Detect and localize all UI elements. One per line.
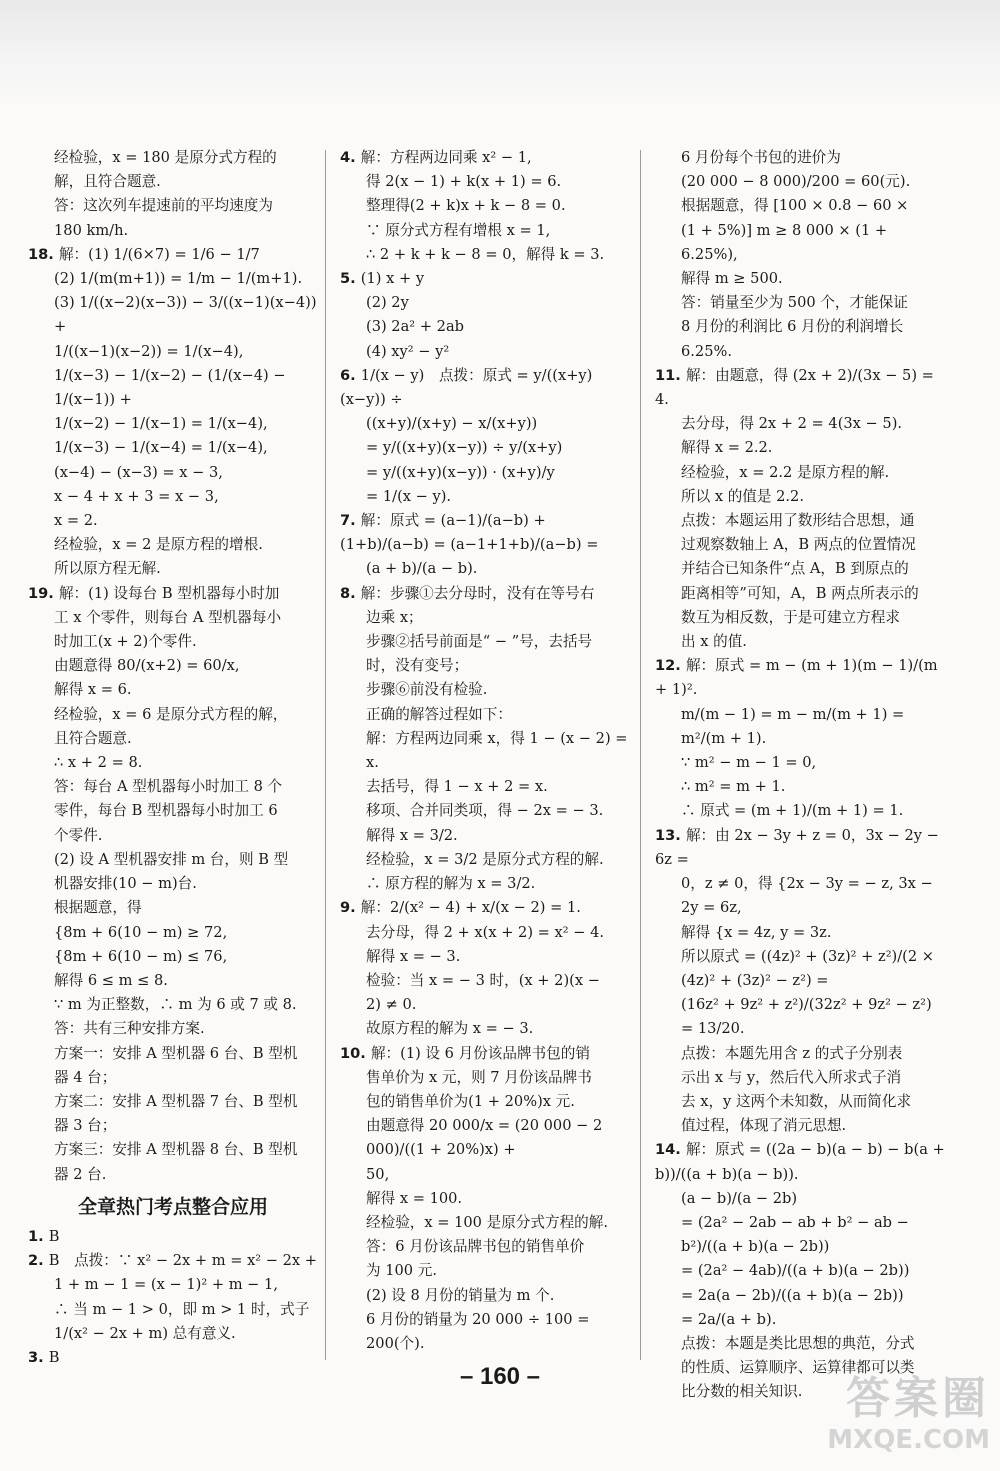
line-text: 示出 x 与 y，然后代入所求式子消 <box>681 1068 902 1086</box>
line-text: 整理得(2 + k)x + k − 8 = 0. <box>366 197 566 215</box>
answer-line <box>28 461 318 485</box>
answer-line <box>340 1332 628 1356</box>
question-number: 4. <box>340 149 361 166</box>
line-text: 时加工(x + 2)个零件. <box>54 633 197 651</box>
line-text: 解：由 2x − 3y + z = 0，3x − 2y − 6z = <box>655 826 944 868</box>
line-text: (3) 1/((x−2)(x−3)) − 3/((x−1)(x−4)) + <box>54 294 322 336</box>
answer-line <box>340 703 628 727</box>
answer-line <box>340 340 628 364</box>
answer-line <box>28 969 318 993</box>
answer-line <box>655 1259 945 1283</box>
answer-line <box>28 1042 318 1066</box>
line-text: {8m + 6(10 − m) ≤ 76, <box>54 947 228 965</box>
answer-line <box>655 291 945 315</box>
answer-line <box>28 412 318 436</box>
answer-line <box>340 170 628 194</box>
line-text: = 2a(a − 2b)/((a + b)(a − 2b)) <box>681 1286 904 1304</box>
answer-line <box>655 509 945 533</box>
line-text: 故原方程的解为 x = − 3. <box>366 1020 534 1038</box>
answer-line <box>655 606 945 630</box>
line-text: 解：2/(x² − 4) + x/(x − 2) = 1. <box>360 899 581 917</box>
answer-line <box>655 461 945 485</box>
line-text: ∴ 原方程的解为 x = 3/2. <box>366 875 536 893</box>
line-text: (3) 2a² + 2ab <box>366 318 464 336</box>
answer-line <box>655 921 945 945</box>
line-text: = y/((x+y)(x−y)) · (x+y)/y <box>366 463 555 481</box>
line-text: 出 x 的值. <box>681 633 747 651</box>
question-line <box>28 1225 318 1249</box>
question-number: 14. <box>655 1141 686 1159</box>
answer-line <box>340 1066 628 1090</box>
line-text: 解，且符合题意. <box>54 173 161 191</box>
answer-line <box>655 582 945 606</box>
line-text: 经检验，x = 180 是原分式方程的 <box>54 149 277 166</box>
answer-line <box>28 485 318 509</box>
answer-line <box>340 1235 628 1259</box>
answer-line <box>28 1273 318 1297</box>
line-text: 所以 x 的值是 2.2. <box>681 487 804 505</box>
line-text: 答：6 月份该品牌书包的销售单价 <box>366 1238 585 1256</box>
line-text: 器 4 台； <box>54 1068 117 1086</box>
line-text: 1 + m − 1 = (x − 1)² + m − 1, <box>54 1276 278 1294</box>
line-text: 点拨：本题运用了数形结合思想，通 <box>681 512 915 530</box>
answer-line <box>655 872 945 920</box>
answer-line <box>28 630 318 654</box>
line-text: B <box>48 1348 60 1366</box>
line-text: 解得 {x = 4z, y = 3z. <box>681 923 832 941</box>
answer-line <box>340 1017 628 1041</box>
answer-line <box>340 1187 628 1211</box>
question-line <box>340 364 628 412</box>
watermark <box>775 1373 990 1463</box>
line-text: 经检验，x = 2.2 是原方程的解. <box>681 463 890 481</box>
line-text: ∴ 2 + k + k − 8 = 0，解得 k = 3. <box>366 245 605 263</box>
line-text: 点拨：本题是类比思想的典范，分式 <box>681 1334 915 1352</box>
line-text: 去 x，y 这两个未知数，从而简化求 <box>681 1092 912 1110</box>
answer-line <box>28 1114 318 1138</box>
answer-line <box>340 678 628 702</box>
line-text: 由题意得 80/(x+2) = 60/x, <box>54 657 240 675</box>
question-number: 12. <box>655 657 686 675</box>
line-text: 检验：当 x = − 3 时，(x + 2)(x − <box>366 971 600 989</box>
line-text: 器 2 台. <box>54 1165 107 1183</box>
line-text: m/(m − 1) = m − m/(m + 1) = m²/(m + 1). <box>681 705 909 747</box>
answer-column-middle <box>340 146 633 1356</box>
line-text: B 点拨：∵ x² − 2x + m = x² − 2x + <box>48 1252 318 1270</box>
line-text: 解：方程两边同乘 x² − 1, <box>360 149 532 166</box>
answer-line <box>655 243 945 267</box>
answer-line <box>655 751 945 775</box>
answer-line <box>655 1211 945 1259</box>
line-text: (2) 1/(m(m+1)) = 1/m − 1/(m+1). <box>54 270 303 288</box>
line-text: (20 000 − 8 000)/200 = 60(元). <box>681 173 911 191</box>
line-text: (1) x + y <box>360 270 425 288</box>
answer-line <box>655 799 945 823</box>
answer-line <box>28 872 318 896</box>
line-text: = (2a² − 2ab − ab + b² − ab − b²)/((a + b)(a − 2b)) <box>681 1213 914 1256</box>
answer-line <box>340 194 628 218</box>
line-text: 数互为相反数，于是可建立方程求 <box>681 608 900 626</box>
question-number: 2. <box>28 1252 49 1270</box>
line-text: 器 3 台； <box>54 1117 117 1135</box>
line-text: ∵ 原分式方程有增根 x = 1, <box>366 221 551 239</box>
line-text: (a − b)/(a − 2b) <box>681 1189 798 1207</box>
answer-line <box>28 194 318 218</box>
line-text: 解：由题意，得 (2x + 2)/(3x − 5) = 4. <box>655 366 939 409</box>
line-text: B <box>48 1227 60 1245</box>
answer-line <box>28 267 318 291</box>
answer-line <box>340 848 628 872</box>
answer-line <box>28 775 318 799</box>
line-text: 边乘 x； <box>366 608 423 626</box>
question-line <box>340 146 628 170</box>
answer-line <box>655 630 945 654</box>
line-text: 解：原式 = ((2a − b)(a − b) − b(a + b))/((a + b)(a − b)). <box>655 1141 950 1183</box>
answer-line <box>655 315 945 339</box>
answer-line <box>655 436 945 460</box>
answer-line <box>28 340 318 364</box>
answer-line <box>655 485 945 509</box>
line-text: ∴ m² = m + 1. <box>681 778 786 796</box>
line-text: = 2a/(a + b). <box>681 1310 777 1328</box>
line-text: 全章热门考点整合应用 <box>77 1195 268 1218</box>
answer-line <box>655 945 945 993</box>
question-line <box>655 824 945 872</box>
page-number: – 160 – <box>459 1363 541 1390</box>
answer-line <box>28 1138 318 1162</box>
line-text: 解：原式 = m − (m + 1)(m − 1)/(m + 1)². <box>655 657 943 699</box>
line-text: (2) 2y <box>366 294 409 312</box>
answer-line <box>28 606 318 630</box>
line-text: 解得 6 ≤ m ≤ 8. <box>54 971 168 989</box>
answer-line <box>28 993 318 1017</box>
answer-line <box>655 993 945 1041</box>
answer-line <box>340 1284 628 1308</box>
section-heading <box>28 1187 318 1225</box>
line-text: 的性质、运算顺序、运算律都可以类 <box>681 1359 915 1377</box>
answer-line <box>655 1114 945 1138</box>
line-text: 所以原方程无解. <box>54 560 161 578</box>
watermark-url: MXQE.COM <box>827 1425 990 1455</box>
line-text: 解得 x = 3/2. <box>366 826 458 844</box>
answer-line <box>28 1066 318 1090</box>
answer-line <box>28 1298 318 1322</box>
answer-line <box>28 557 318 581</box>
line-text: = (2a² − 4ab)/((a + b)(a − 2b)) <box>681 1262 910 1280</box>
question-line <box>28 1249 318 1273</box>
line-text: 0，z ≠ 0，得 {2x − 3y = − z, 3x − 2y = 6z, <box>681 875 938 917</box>
line-text: 6 月份每个书包的进价为 <box>681 149 841 166</box>
answer-line <box>28 654 318 678</box>
line-text: 由题意得 20 000/x = (20 000 − 2 000)/((1 + 20%)x) + <box>366 1117 607 1159</box>
answer-line <box>340 606 628 630</box>
answer-line <box>28 824 318 848</box>
line-text: ∵ m² − m − 1 = 0, <box>681 754 817 772</box>
line-text: 1/(x−3) − 1/(x−4) = 1/(x−4), <box>54 439 268 457</box>
line-text: 且符合题意. <box>54 729 132 747</box>
answer-line <box>655 1187 945 1211</box>
answer-line <box>655 146 945 170</box>
line-text: ∴ x + 2 = 8. <box>54 754 143 772</box>
line-text: 解：(1) 设 6 月份该品牌书包的销 <box>370 1044 590 1062</box>
line-text: 解：原式 = (a−1)/(a−b) + (1+b)/(a−b) = (a−1+1+b)/(a−b) = <box>340 512 599 554</box>
answer-line <box>340 1090 628 1114</box>
line-text: 解得 x = 100. <box>366 1189 463 1207</box>
answer-line <box>28 848 318 872</box>
line-text: 1/(x − y) 点拨：原式 = y/((x+y)(x−y)) ÷ <box>340 366 593 409</box>
question-number: 19. <box>28 584 59 602</box>
answer-line <box>340 291 628 315</box>
line-text: 方案二：安排 A 型机器 7 台、B 型机 <box>54 1092 298 1110</box>
answer-line <box>28 799 318 823</box>
answer-line <box>340 219 628 243</box>
line-text: 经检验，x = 2 是原方程的增根. <box>54 536 263 554</box>
answer-line <box>655 219 945 243</box>
line-text: 方案三：安排 A 型机器 8 台、B 型机 <box>54 1141 298 1159</box>
line-text: = y/((x+y)(x−y)) ÷ y/(x+y) <box>366 439 563 457</box>
line-text: 为 100 元. <box>366 1262 437 1280</box>
line-text: 1/(x² − 2x + m) 总有意义. <box>54 1324 236 1342</box>
question-line <box>28 243 318 267</box>
line-text: 经检验，x = 100 是原分式方程的解. <box>366 1213 608 1231</box>
answer-line <box>28 533 318 557</box>
line-text: 解得 m ≥ 500. <box>681 270 783 288</box>
answer-line <box>340 485 628 509</box>
answer-line <box>28 146 318 170</box>
line-text: 1/(x−2) − 1/(x−1) = 1/(x−4), <box>54 415 268 433</box>
answer-line <box>655 1332 945 1356</box>
line-text: (16z² + 9z² + z²)/(32z² + 9z² − z²) = 13/20. <box>681 996 937 1038</box>
question-number: 7. <box>340 512 361 530</box>
line-text: 1/((x−1)(x−2)) = 1/(x−4), <box>54 342 244 360</box>
answer-line <box>340 630 628 654</box>
answer-line <box>655 1284 945 1308</box>
line-text: {8m + 6(10 − m) ≥ 72, <box>54 923 228 941</box>
answer-column-left <box>28 146 322 1370</box>
page-header-shade <box>0 0 1000 110</box>
answer-line <box>655 1308 945 1332</box>
answer-line <box>340 799 628 823</box>
answer-line <box>655 267 945 291</box>
answer-line <box>28 751 318 775</box>
line-text: (1 + 5%)] m ≥ 8 000 × (1 + <box>681 221 888 239</box>
line-text: 解得 x = 2.2. <box>681 439 773 457</box>
line-text: 个零件. <box>54 826 103 844</box>
line-text: 解：方程两边同乘 x，得 1 − (x − 2) = x. <box>366 729 633 772</box>
answer-line <box>28 945 318 969</box>
answer-line <box>340 1211 628 1235</box>
question-number: 9. <box>340 899 361 917</box>
answer-line <box>655 1090 945 1114</box>
line-text: 距离相等”可知，A，B 两点所表示的 <box>681 584 919 602</box>
line-text: 包的销售单价为(1 + 20%)x 元. <box>366 1092 575 1110</box>
line-text: ∴ 当 m − 1 > 0，即 m > 1 时，式子 <box>54 1300 310 1318</box>
line-text: 正确的解答过程如下： <box>366 705 512 723</box>
question-number: 11. <box>655 366 686 384</box>
answer-line <box>655 194 945 218</box>
line-text: 根据题意，得 [100 × 0.8 − 60 × <box>681 197 909 215</box>
answer-line <box>340 1259 628 1283</box>
line-text: 1/(x−3) − 1/(x−2) − (1/(x−4) − 1/(x−1)) + <box>54 366 291 409</box>
answer-line <box>28 1163 318 1187</box>
line-text: 答：每台 A 型机器每小时加工 8 个 <box>54 778 283 796</box>
answer-line <box>340 412 628 436</box>
line-text: 去分母，得 2 + x(x + 2) = x² − 4. <box>366 923 605 941</box>
answer-line <box>28 1090 318 1114</box>
answer-line <box>28 896 318 920</box>
line-text: 步骤⑥前没有检验. <box>366 681 488 699</box>
answer-line <box>28 727 318 751</box>
line-text: ∵ m 为正整数，∴ m 为 6 或 7 或 8. <box>54 996 297 1014</box>
line-text: 比分数的相关知识. <box>681 1383 803 1401</box>
answer-line <box>340 1114 628 1162</box>
answer-line <box>655 412 945 436</box>
answer-line <box>340 1308 628 1332</box>
answer-line <box>28 921 318 945</box>
line-text: 6.25%. <box>681 342 732 360</box>
line-text: 值过程，体现了消元思想. <box>681 1117 847 1135</box>
line-text: 售单价为 x 元，则 7 月份该品牌书 <box>366 1068 592 1086</box>
answer-line <box>340 775 628 799</box>
answer-line <box>340 945 628 969</box>
answer-line <box>655 703 945 751</box>
answer-column-right <box>655 146 950 1405</box>
answer-line <box>655 557 945 581</box>
answer-line <box>340 727 633 775</box>
line-text: (2) 设 8 月份的销量为 m 个. <box>366 1286 555 1304</box>
line-text: = 1/(x − y). <box>366 487 452 505</box>
question-number: 13. <box>655 826 686 844</box>
line-text: 时，没有变号； <box>366 657 469 675</box>
line-text: 并结合已知条件“点 A，B 到原点的 <box>681 560 909 578</box>
line-text: (4) xy² − y² <box>366 342 450 360</box>
line-text: (2) 设 A 型机器安排 m 台，则 B 型 <box>54 850 289 868</box>
answer-line <box>655 340 945 364</box>
question-line <box>340 582 628 606</box>
line-text: 8 月份的利润比 6 月份的利润增长 <box>681 318 904 336</box>
column-divider <box>640 150 641 1360</box>
line-text: 零件，每台 B 型机器每小时加工 6 <box>54 802 278 820</box>
line-text: ∴ 原式 = (m + 1)/(m + 1) = 1. <box>681 802 904 820</box>
line-text: 6.25%), <box>681 245 738 263</box>
answer-line <box>340 969 628 993</box>
question-line <box>340 267 628 291</box>
line-text: 50, <box>366 1165 390 1183</box>
line-text: 经检验，x = 6 是原分式方程的解， <box>54 705 288 723</box>
answer-line <box>28 219 318 243</box>
line-text: 方案一：安排 A 型机器 6 台、B 型机 <box>54 1044 298 1062</box>
line-text: (a + b)/(a − b). <box>366 560 478 578</box>
question-line <box>340 1042 628 1066</box>
line-text: 得 2(x − 1) + k(x + 1) = 6. <box>366 173 562 191</box>
answer-line <box>655 170 945 194</box>
answer-line <box>340 243 628 267</box>
question-line <box>655 364 945 412</box>
question-number: 8. <box>340 584 361 602</box>
question-line <box>655 1138 950 1186</box>
line-text: 去括号，得 1 − x + 2 = x. <box>366 778 548 796</box>
line-text: 根据题意，得 <box>54 899 142 917</box>
line-text: 解：(1) 设每台 B 型机器每小时加 <box>58 584 280 602</box>
answer-line <box>28 1017 318 1041</box>
line-text: 机器安排(10 − m)台. <box>54 875 197 893</box>
question-number: 1. <box>28 1227 49 1245</box>
line-text: 步骤②括号前面是“ − ”号，去括号 <box>366 633 593 651</box>
line-text: 经检验，x = 3/2 是原分式方程的解. <box>366 850 604 868</box>
line-text: 所以原式 = ((4z)² + (3z)² + z²)/(2 × (4z)² + (3z)² − z²) = <box>681 947 939 989</box>
line-text: 解得 x = 6. <box>54 681 132 699</box>
answer-line <box>28 703 318 727</box>
line-text: 答：销量至少为 500 个，才能保证 <box>681 294 908 312</box>
line-text: x = 2. <box>54 512 98 530</box>
line-text: 解：(1) 1/(6×7) = 1/6 − 1/7 <box>58 245 260 263</box>
watermark-logo: 答案圈 <box>846 1373 990 1424</box>
answer-line <box>655 1066 945 1090</box>
answer-line <box>655 1042 945 1066</box>
line-text: (x−4) − (x−3) = x − 3, <box>54 463 223 481</box>
question-number: 18. <box>28 245 59 263</box>
line-text: 解得 x = − 3. <box>366 947 461 965</box>
answer-line <box>340 824 628 848</box>
line-text: 200(个). <box>366 1334 425 1352</box>
answer-line <box>28 678 318 702</box>
question-line <box>340 896 628 920</box>
column-divider <box>325 150 326 1360</box>
answer-line <box>340 436 628 460</box>
question-line <box>28 582 318 606</box>
answer-line <box>340 993 628 1017</box>
line-text: 答：这次列车提速前的平均速度为 <box>54 197 273 215</box>
answer-line <box>28 364 318 412</box>
answer-line <box>340 461 628 485</box>
question-number: 5. <box>340 270 361 288</box>
line-text: 180 km/h. <box>54 221 129 239</box>
answer-line <box>340 654 628 678</box>
line-text: 答：共有三种安排方案. <box>54 1020 205 1038</box>
answer-line <box>340 872 628 896</box>
answer-line <box>340 1163 628 1187</box>
answer-line <box>28 291 322 339</box>
question-line <box>655 654 945 702</box>
answer-line <box>340 921 628 945</box>
line-text: 工 x 个零件，则每台 A 型机器每小 <box>54 608 282 626</box>
question-number: 6. <box>340 366 361 384</box>
answer-line <box>28 509 318 533</box>
line-text: ((x+y)/(x+y) − x/(x+y)) <box>366 415 538 433</box>
line-text: 6 月份的销量为 20 000 ÷ 100 = <box>366 1310 590 1328</box>
question-line <box>340 509 628 557</box>
answer-line <box>28 436 318 460</box>
answer-line <box>340 315 628 339</box>
line-text: 移项、合并同类项，得 − 2x = − 3. <box>366 802 604 820</box>
answer-line <box>655 533 945 557</box>
answer-line <box>28 170 318 194</box>
question-number: 3. <box>28 1348 49 1366</box>
line-text: 点拨：本题先用含 z 的式子分别表 <box>681 1044 903 1062</box>
question-number: 10. <box>340 1044 371 1062</box>
line-text: 2) ≠ 0. <box>366 996 417 1014</box>
answer-line <box>28 1322 318 1346</box>
line-text: x − 4 + x + 3 = x − 3, <box>54 487 219 505</box>
line-text: 过观察数轴上 A，B 两点的位置情况 <box>681 536 916 554</box>
answer-line <box>340 557 628 581</box>
line-text: 解：步骤①去分母时，没有在等号右 <box>360 584 595 602</box>
line-text: 去分母，得 2x + 2 = 4(3x − 5). <box>681 415 903 433</box>
answer-line <box>655 775 945 799</box>
